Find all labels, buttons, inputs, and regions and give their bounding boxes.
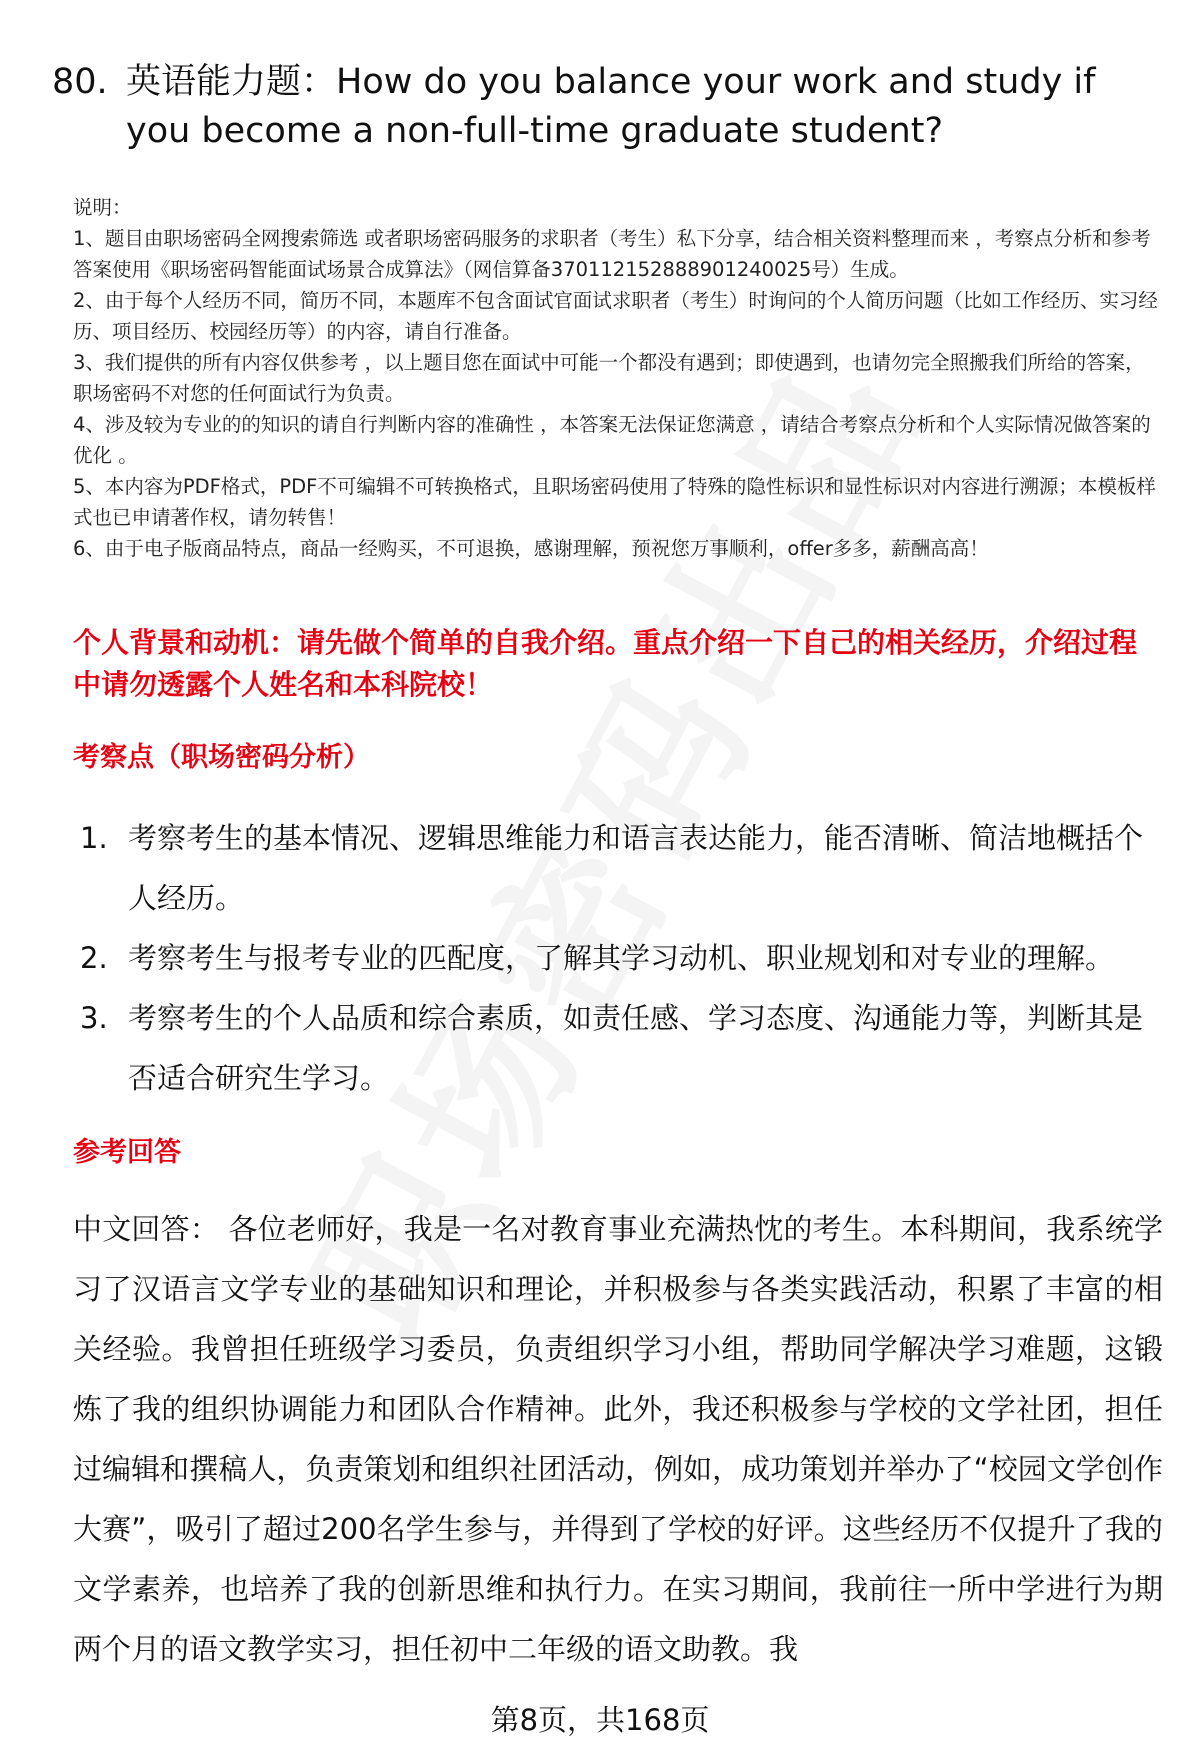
note-item-2: 2、由于每个人经历不同，简历不同，本题库不包含面试官面试求职者（考生）时询问的个人简历问题（比如工作经历、实习经历、项目经历、校园经历等）的内容，请自行准备。 xyxy=(73,289,1158,343)
question-text: 英语能力题：How do you balance your work and study if you become a non-full-time graduate student? xyxy=(126,62,1096,151)
note-item-1: 1、题目由职场密码全网搜索筛选 或者职场密码服务的求职者（考生）私下分享，结合相关资料整理而来 ，考察点分析和参考答案使用《职场密码智能面试场景合成算法》（网信算备370112152888901240025号）生成。 xyxy=(73,227,1151,281)
note-item-6: 6、由于电子版商品特点，商品一经购买，不可退换，感谢理解，预祝您万事顺利，offer多多，薪酬高高！ xyxy=(73,537,989,560)
exam-point-item xyxy=(80,808,1160,928)
exam-point-item xyxy=(80,928,1160,988)
note-item-5: 5、本内容为PDF格式，PDF不可编辑不可转换格式，且职场密码使用了特殊的隐性标识和显性标识对内容进行溯源；本模板样式也已申请著作权，请勿转售！ xyxy=(73,475,1156,529)
note-item-4: 4、涉及较为专业的的知识的请自行判断内容的准确性 ，本答案无法保证您满意 ，请结合考察点分析和个人实际情况做答案的优化 。 xyxy=(73,413,1151,467)
exam-points-list xyxy=(80,808,1160,1108)
exam-point-text: 考察考生与报考专业的匹配度，了解其学习动机、职业规划和对专业的理解。 xyxy=(128,941,1115,975)
reference-answer-title: 参考回答 xyxy=(73,1137,181,1168)
exam-points-title: 考察点（职场密码分析） xyxy=(73,742,370,773)
question-title xyxy=(52,58,1162,156)
page-number-footer: 第8页，共168页 xyxy=(490,1703,710,1737)
notes-section xyxy=(73,192,1158,564)
question-number: 80. xyxy=(52,62,108,102)
exam-point-text: 考察考生的基本情况、逻辑思维能力和语言表达能力，能否清晰、简洁地概括个人经历。 xyxy=(128,821,1144,915)
note-item-3: 3、我们提供的所有内容仅供参考 ，以上题目您在面试中可能一个都没有遇到；即使遇到，也请勿完全照搬我们所给的答案，职场密码不对您的任何面试行为负责。 xyxy=(73,351,1145,405)
background-question: 个人背景和动机：请先做个简单的自我介绍。重点介绍一下自己的相关经历，介绍过程中请勿透露个人姓名和本科院校！ xyxy=(73,626,1138,701)
notes-heading: 说明： xyxy=(73,196,132,219)
exam-point-number: 1. xyxy=(80,821,108,855)
exam-point-item xyxy=(80,988,1160,1108)
exam-point-number: 3. xyxy=(80,1001,108,1035)
exam-point-number: 2. xyxy=(80,941,108,975)
reference-answer-text: 中文回答： 各位老师好，我是一名对教育事业充满热忱的考生。本科期间，我系统学习了汉语言文学专业的基础知识和理论，并积极参与各类实践活动，积累了丰富的相关经验。我曾担任班级学习委员，负责组织学习小组，帮助同学解决学习难题，这锻炼了我的组织协调能力和团队合作精神。此外，我还积极参与学校的文学社团，担任过编辑和撰稿人，负责策划和组织社团活动，例如，成功策划并举办了“校园文学创作大赛”，吸引了超过200名学生参与，并得到了学校的好评。这些经历不仅提升了我的文学素养，也培养了我的创新思维和执行力。在实习期间，我前往一所中学进行为期两个月的语文教学实习，担任初中二年级的语文助教。我 xyxy=(73,1212,1163,1666)
exam-point-text: 考察考生的个人品质和综合素质，如责任感、学习态度、沟通能力等，判断其是否适合研究生学习。 xyxy=(128,1001,1144,1095)
